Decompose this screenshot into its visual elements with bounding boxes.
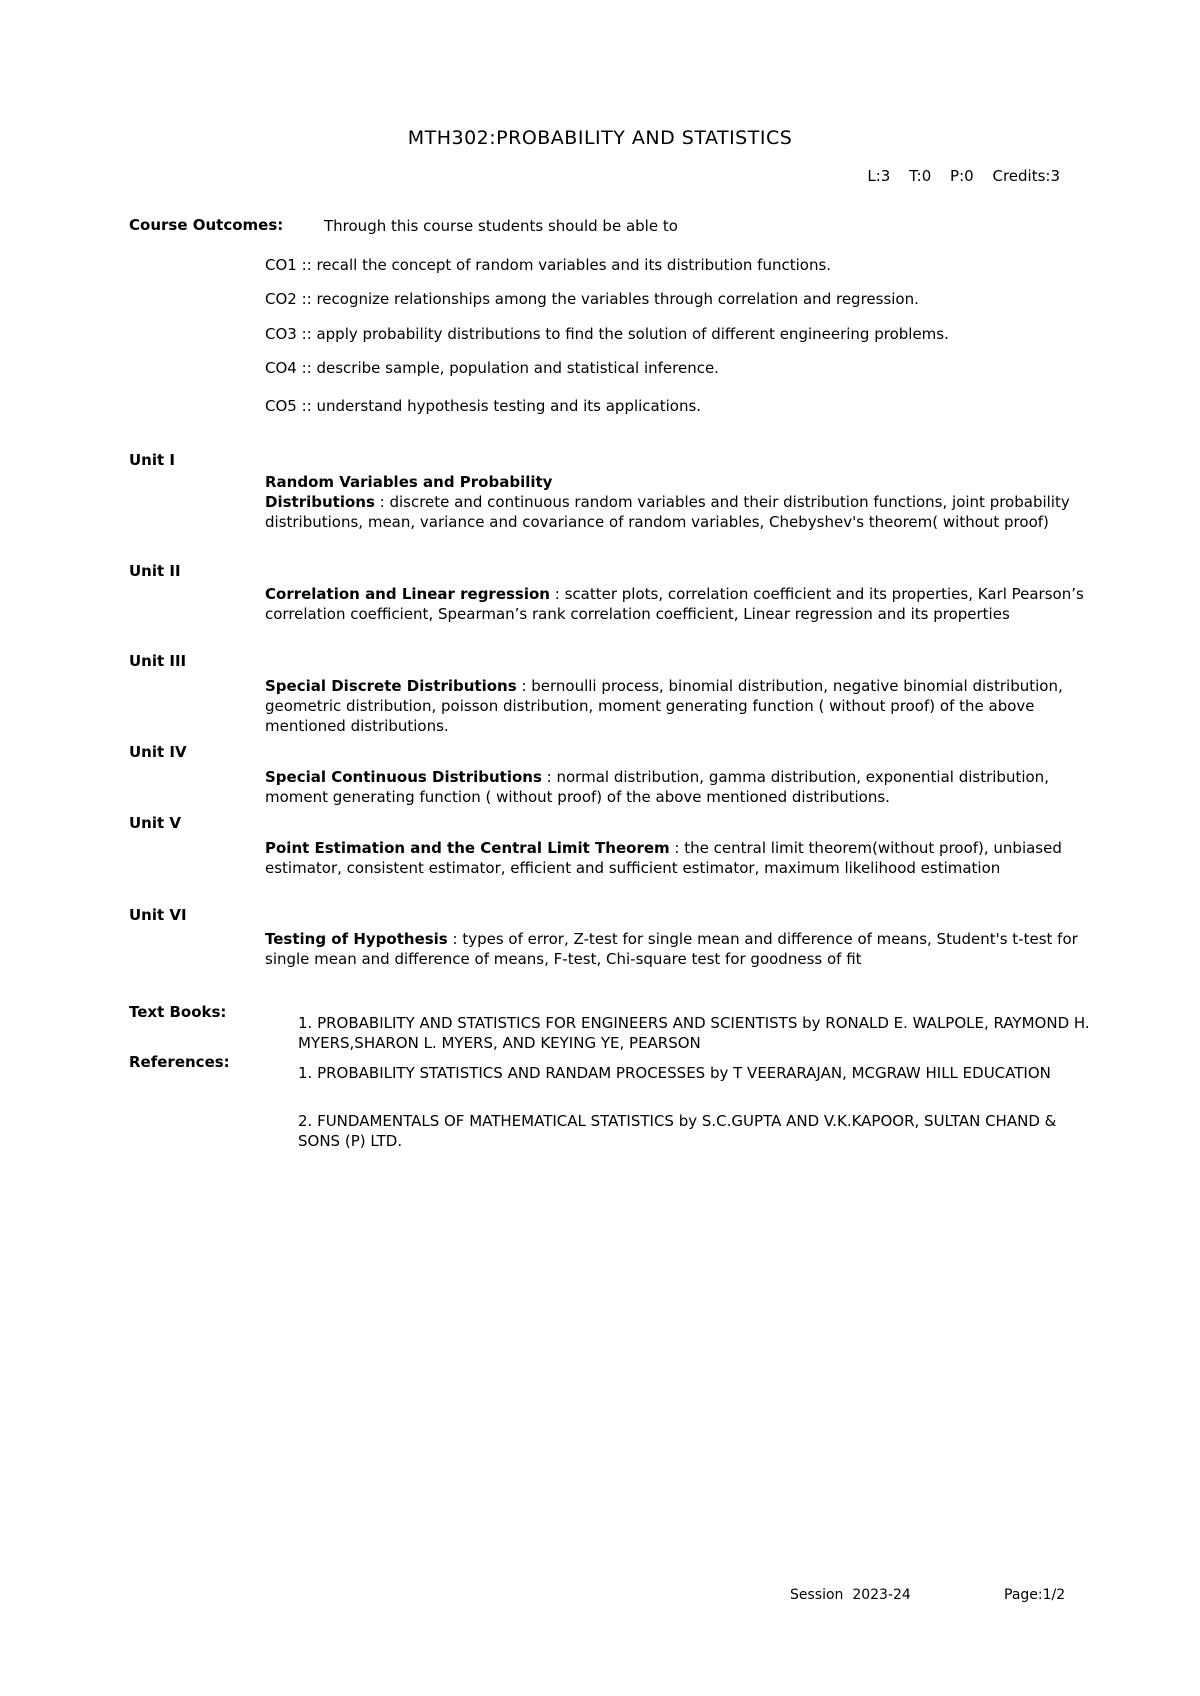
unit-text: : normal distribution, gamma distribution, exponential distribution, moment generating function ( without proof) of the above mentioned distributions. — [265, 768, 1049, 806]
practical-hours: P:0 — [950, 167, 974, 185]
reference-item: 1. PROBABILITY STATISTICS AND RANDAM PROCESSES by T VEERARAJAN, MCGRAW HILL EDUCATION — [298, 1064, 1051, 1082]
unit-heading: Special Continuous Distributions — [265, 768, 542, 786]
unit-label: Unit I — [129, 451, 175, 469]
unit-text: : the central limit theorem(without proof), unbiased estimator, consistent estimator, efficient and sufficient estimator, maximum likelihood estimation — [265, 839, 1062, 877]
unit-label: Unit III — [129, 652, 187, 670]
unit-content — [265, 676, 1100, 736]
unit-text: : types of error, Z-test for single mean and difference of means, Student's t-test for single mean and difference of means, F-test, Chi-square test for goodness of fit — [265, 930, 1078, 968]
course-outcomes-label: Course Outcomes: — [129, 216, 284, 234]
page-number: Page:1/2 — [1004, 1587, 1066, 1603]
unit-text: : discrete and continuous random variables and their distribution functions, joint probability distributions, mean, variance and covariance of random variables, Chebyshev's theorem( without proof) — [265, 493, 1070, 531]
course-outcomes-intro: Through this course students should be able to — [324, 217, 678, 235]
unit-heading-line1: Random Variables and Probability — [265, 473, 553, 491]
unit-label: Unit II — [129, 562, 181, 580]
unit-content — [265, 767, 1100, 807]
unit-heading: Correlation and Linear regression — [265, 585, 550, 603]
unit-label: Unit IV — [129, 743, 187, 761]
text-book-item: 1. PROBABILITY AND STATISTICS FOR ENGINEERS AND SCIENTISTS by RONALD E. WALPOLE, RAYMOND H. MYERS,SHARON L. MYERS, AND KEYING YE, PEARSON — [298, 1014, 1090, 1052]
page-title: MTH302:PROBABILITY AND STATISTICS — [407, 127, 793, 149]
course-outcome: CO3 :: apply probability distributions to find the solution of different engineering problems. — [265, 325, 949, 343]
session-label — [790, 1587, 911, 1603]
ltp-credits — [867, 167, 1060, 185]
tutorial-hours: T:0 — [909, 167, 932, 185]
unit-content — [265, 472, 1100, 532]
course-outcome: CO5 :: understand hypothesis testing and its applications. — [265, 397, 702, 415]
course-outcome: CO4 :: describe sample, population and statistical inference. — [265, 359, 719, 377]
reference-item: 2. FUNDAMENTALS OF MATHEMATICAL STATISTICS by S.C.GUPTA AND V.K.KAPOOR, SULTAN CHAND & SONS (P) LTD. — [298, 1112, 1057, 1150]
lecture-hours: L:3 — [867, 167, 891, 185]
unit-content — [265, 584, 1100, 624]
unit-heading: Distributions — [265, 493, 375, 511]
course-outcome: CO2 :: recognize relationships among the variables through correlation and regression. — [265, 290, 919, 308]
unit-text: : bernoulli process, binomial distribution, negative binomial distribution, geometric distribution, poisson distribution, moment generating function ( without proof) of the above mentioned distributions. — [265, 677, 1063, 735]
text-books-label: Text Books: — [129, 1003, 227, 1021]
unit-content — [265, 838, 1100, 878]
unit-heading: Testing of Hypothesis — [265, 930, 448, 948]
unit-text: : scatter plots, correlation coefficient and its properties, Karl Pearson’s correlation coefficient, Spearman’s rank correlation coefficient, Linear regression and its properties — [265, 585, 1084, 623]
session-text: Session 2023-24 — [790, 1587, 911, 1603]
references-label: References: — [129, 1053, 230, 1071]
unit-heading: Special Discrete Distributions — [265, 677, 517, 695]
credits: Credits:3 — [992, 167, 1060, 185]
unit-label: Unit V — [129, 814, 182, 832]
unit-heading: Point Estimation and the Central Limit Theorem — [265, 839, 670, 857]
unit-label: Unit VI — [129, 906, 187, 924]
course-outcome: CO1 :: recall the concept of random variables and its distribution functions. — [265, 256, 832, 274]
unit-content — [265, 929, 1100, 969]
